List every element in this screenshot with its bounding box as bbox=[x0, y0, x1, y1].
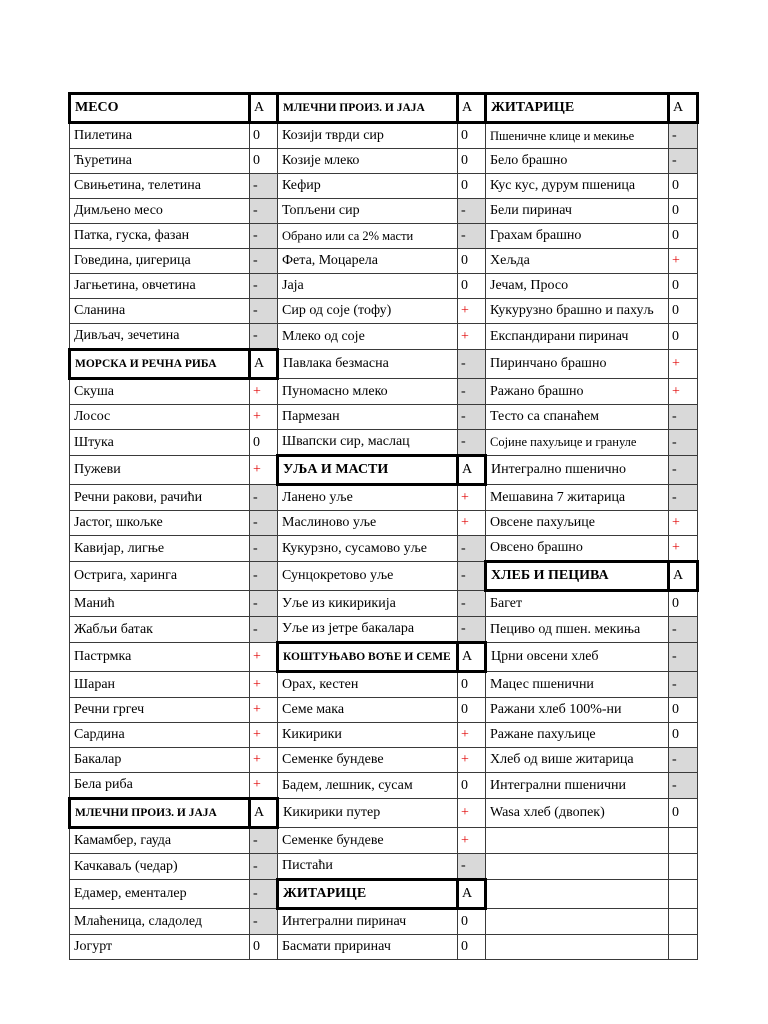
rating-cell: - bbox=[250, 324, 278, 350]
rating-cell: 0 bbox=[458, 123, 486, 149]
food-name-cell: Манић bbox=[70, 591, 250, 617]
food-name-cell: Кавијар, лигње bbox=[70, 536, 250, 562]
rating-cell: - bbox=[669, 149, 698, 174]
food-name-cell: Сир од соје (тофу) bbox=[278, 299, 458, 324]
food-name-cell: Овсено брашно bbox=[486, 536, 669, 562]
food-name-cell: Маслиново уље bbox=[278, 511, 458, 536]
table-row bbox=[70, 430, 698, 456]
food-name-cell: Бадем, лешник, сусам bbox=[278, 773, 458, 799]
table-row bbox=[70, 562, 698, 591]
food-name-cell: Семенке бундеве bbox=[278, 828, 458, 854]
rating-cell: - bbox=[250, 511, 278, 536]
rating-cell: - bbox=[458, 350, 486, 379]
rating-cell: + bbox=[250, 456, 278, 485]
table-row bbox=[70, 748, 698, 773]
food-table bbox=[68, 92, 699, 960]
section-header-value: А bbox=[458, 456, 486, 485]
rating-cell: + bbox=[250, 643, 278, 672]
table-row bbox=[70, 617, 698, 643]
table-row bbox=[70, 350, 698, 379]
food-name-cell: Јогурт bbox=[70, 935, 250, 960]
rating-cell: - bbox=[458, 379, 486, 405]
food-name-cell: Интегрални пиринач bbox=[278, 909, 458, 935]
rating-cell: - bbox=[458, 617, 486, 643]
rating-cell: + bbox=[458, 748, 486, 773]
rating-cell: - bbox=[458, 536, 486, 562]
table-row bbox=[70, 94, 698, 123]
food-name-cell: Пилетина bbox=[70, 123, 250, 149]
table-row bbox=[70, 224, 698, 249]
food-name-cell: Штука bbox=[70, 430, 250, 456]
food-name-cell: Ражане пахуљице bbox=[486, 723, 669, 748]
food-name-cell: Пециво од пшен. мекиња bbox=[486, 617, 669, 643]
rating-cell: + bbox=[669, 511, 698, 536]
food-name-cell: Кефир bbox=[278, 174, 458, 199]
food-name-cell: Сланина bbox=[70, 299, 250, 324]
food-name-cell: Пистаћи bbox=[278, 854, 458, 880]
rating-cell bbox=[669, 880, 698, 909]
food-name-cell: Патка, гуска, фазан bbox=[70, 224, 250, 249]
food-name-cell: Бела риба bbox=[70, 773, 250, 799]
rating-cell: - bbox=[669, 748, 698, 773]
food-name-cell: Тесто са спанаћем bbox=[486, 405, 669, 430]
food-name-cell bbox=[486, 880, 669, 909]
rating-cell: 0 bbox=[458, 698, 486, 723]
food-name-cell: Мешавина 7 житарица bbox=[486, 485, 669, 511]
section-header-value: А bbox=[669, 562, 698, 591]
food-name-cell: Wasa хлеб (двопек) bbox=[486, 799, 669, 828]
food-name-cell: Кикирики путер bbox=[278, 799, 458, 828]
food-name-cell: Жабљи батак bbox=[70, 617, 250, 643]
food-name-cell: Овсене пахуљице bbox=[486, 511, 669, 536]
rating-cell: 0 bbox=[669, 174, 698, 199]
rating-cell: + bbox=[250, 672, 278, 698]
section-header: МЛЕЧНИ ПРОИЗ. И ЈАЈА bbox=[70, 799, 250, 828]
rating-cell: - bbox=[250, 274, 278, 299]
rating-cell: - bbox=[458, 224, 486, 249]
rating-cell: 0 bbox=[458, 249, 486, 274]
table-row bbox=[70, 672, 698, 698]
rating-cell: + bbox=[458, 511, 486, 536]
food-name-cell: Бело брашно bbox=[486, 149, 669, 174]
rating-cell: 0 bbox=[669, 698, 698, 723]
food-name-cell: Швапски сир, маслац bbox=[278, 430, 458, 456]
rating-cell: - bbox=[669, 430, 698, 456]
food-name-cell: Пастрмка bbox=[70, 643, 250, 672]
rating-cell: - bbox=[250, 880, 278, 909]
food-name-cell: Кукурзно, сусамово уље bbox=[278, 536, 458, 562]
food-table-body bbox=[70, 94, 698, 960]
rating-cell: 0 bbox=[458, 274, 486, 299]
section-header: УЉА И МАСТИ bbox=[278, 456, 458, 485]
table-row bbox=[70, 199, 698, 224]
rating-cell: 0 bbox=[669, 274, 698, 299]
section-header: МОРСКА И РЕЧНА РИБА bbox=[70, 350, 250, 379]
food-name-cell: Павлака безмасна bbox=[278, 350, 458, 379]
food-name-cell: Топљени сир bbox=[278, 199, 458, 224]
rating-cell: 0 bbox=[669, 723, 698, 748]
rating-cell: 0 bbox=[458, 935, 486, 960]
rating-cell: + bbox=[458, 828, 486, 854]
table-row bbox=[70, 379, 698, 405]
table-row bbox=[70, 880, 698, 909]
food-name-cell: Дивљач, зечетина bbox=[70, 324, 250, 350]
food-name-cell: Качкаваљ (чедар) bbox=[70, 854, 250, 880]
section-header-value: А bbox=[250, 350, 278, 379]
food-name-cell: Пуномасно млеко bbox=[278, 379, 458, 405]
rating-cell: - bbox=[250, 854, 278, 880]
rating-cell: - bbox=[250, 536, 278, 562]
food-name-cell bbox=[486, 828, 669, 854]
food-name-cell: Пужеви bbox=[70, 456, 250, 485]
table-row bbox=[70, 456, 698, 485]
food-name-cell: Уље из јетре бакалара bbox=[278, 617, 458, 643]
section-header: МЕСО bbox=[70, 94, 250, 123]
rating-cell: 0 bbox=[250, 123, 278, 149]
food-name-cell: Грахам брашно bbox=[486, 224, 669, 249]
rating-cell: - bbox=[669, 456, 698, 485]
food-name-cell: Кус кус, дурум пшеница bbox=[486, 174, 669, 199]
rating-cell: 0 bbox=[250, 430, 278, 456]
food-name-cell: Јаја bbox=[278, 274, 458, 299]
rating-cell bbox=[669, 935, 698, 960]
rating-cell: + bbox=[250, 773, 278, 799]
rating-cell: + bbox=[458, 299, 486, 324]
food-name-cell: Пшеничне клице и мекиње bbox=[486, 123, 669, 149]
rating-cell: + bbox=[250, 405, 278, 430]
food-name-cell: Свињетина, телетина bbox=[70, 174, 250, 199]
table-row bbox=[70, 723, 698, 748]
food-name-cell: Јагњетина, овчетина bbox=[70, 274, 250, 299]
rating-cell: + bbox=[250, 748, 278, 773]
rating-cell: 0 bbox=[458, 773, 486, 799]
food-name-cell bbox=[486, 854, 669, 880]
food-name-cell: Обрано или са 2% масти bbox=[278, 224, 458, 249]
rating-cell: + bbox=[458, 485, 486, 511]
rating-cell: 0 bbox=[250, 935, 278, 960]
rating-cell: + bbox=[250, 698, 278, 723]
table-row bbox=[70, 828, 698, 854]
rating-cell: - bbox=[250, 249, 278, 274]
rating-cell: + bbox=[458, 723, 486, 748]
table-row bbox=[70, 249, 698, 274]
section-header-value: А bbox=[458, 94, 486, 123]
rating-cell: + bbox=[669, 379, 698, 405]
rating-cell bbox=[669, 854, 698, 880]
rating-cell: 0 bbox=[669, 591, 698, 617]
table-row bbox=[70, 799, 698, 828]
rating-cell: - bbox=[250, 199, 278, 224]
food-name-cell: Ражано брашно bbox=[486, 379, 669, 405]
section-header: ХЛЕБ И ПЕЦИВА bbox=[486, 562, 669, 591]
food-name-cell: Сојине пахуљице и грануле bbox=[486, 430, 669, 456]
section-header-value: А bbox=[458, 880, 486, 909]
food-name-cell: Козије млеко bbox=[278, 149, 458, 174]
rating-cell: 0 bbox=[669, 799, 698, 828]
rating-cell: - bbox=[669, 643, 698, 672]
food-name-cell: Црни овсени хлеб bbox=[486, 643, 669, 672]
food-name-cell: Лосос bbox=[70, 405, 250, 430]
food-name-cell: Пармезан bbox=[278, 405, 458, 430]
rating-cell: + bbox=[250, 723, 278, 748]
rating-cell: - bbox=[669, 405, 698, 430]
food-name-cell: Мацес пшенични bbox=[486, 672, 669, 698]
table-row bbox=[70, 123, 698, 149]
food-name-cell: Семе мака bbox=[278, 698, 458, 723]
table-row bbox=[70, 909, 698, 935]
food-name-cell: Кикирики bbox=[278, 723, 458, 748]
food-name-cell: Орах, кестен bbox=[278, 672, 458, 698]
food-name-cell bbox=[486, 909, 669, 935]
food-name-cell: Козији тврди сир bbox=[278, 123, 458, 149]
food-name-cell: Ражани хлеб 100%-ни bbox=[486, 698, 669, 723]
food-name-cell: Бакалар bbox=[70, 748, 250, 773]
food-name-cell: Хељда bbox=[486, 249, 669, 274]
section-header-value: А bbox=[250, 799, 278, 828]
table-row bbox=[70, 773, 698, 799]
section-header: КОШТУЊАВО ВОЋЕ И СЕМЕ bbox=[278, 643, 458, 672]
rating-cell: 0 bbox=[669, 199, 698, 224]
food-name-cell: Јечам, Просо bbox=[486, 274, 669, 299]
food-name-cell: Речни ракови, рачићи bbox=[70, 485, 250, 511]
rating-cell: - bbox=[250, 617, 278, 643]
food-name-cell: Басмати приринач bbox=[278, 935, 458, 960]
section-header: МЛЕЧНИ ПРОИЗ. И ЈАЈА bbox=[278, 94, 458, 123]
food-name-cell: Млаћеница, сладолед bbox=[70, 909, 250, 935]
table-row bbox=[70, 511, 698, 536]
section-header: ЖИТАРИЦЕ bbox=[278, 880, 458, 909]
rating-cell: - bbox=[250, 828, 278, 854]
rating-cell: - bbox=[669, 485, 698, 511]
rating-cell: - bbox=[458, 199, 486, 224]
rating-cell: - bbox=[458, 854, 486, 880]
rating-cell bbox=[669, 828, 698, 854]
food-name-cell bbox=[486, 935, 669, 960]
food-name-cell: Остригa, харинга bbox=[70, 562, 250, 591]
rating-cell: - bbox=[669, 123, 698, 149]
table-row bbox=[70, 274, 698, 299]
food-name-cell: Сардина bbox=[70, 723, 250, 748]
table-row bbox=[70, 299, 698, 324]
food-name-cell: Димљено месо bbox=[70, 199, 250, 224]
table-row bbox=[70, 643, 698, 672]
rating-cell: - bbox=[669, 617, 698, 643]
food-name-cell: Бели пиринач bbox=[486, 199, 669, 224]
rating-cell: 0 bbox=[458, 909, 486, 935]
section-header-value: А bbox=[458, 643, 486, 672]
food-name-cell: Багет bbox=[486, 591, 669, 617]
food-name-cell: Хлеб од више житарица bbox=[486, 748, 669, 773]
rating-cell: 0 bbox=[458, 149, 486, 174]
food-name-cell: Ланено уље bbox=[278, 485, 458, 511]
rating-cell: 0 bbox=[458, 174, 486, 199]
rating-cell: - bbox=[458, 591, 486, 617]
table-row bbox=[70, 536, 698, 562]
food-name-cell: Семенке бундеве bbox=[278, 748, 458, 773]
food-name-cell: Шаран bbox=[70, 672, 250, 698]
food-name-cell: Пиринчано брашно bbox=[486, 350, 669, 379]
table-row bbox=[70, 591, 698, 617]
rating-cell: - bbox=[250, 562, 278, 591]
rating-cell: - bbox=[458, 405, 486, 430]
rating-cell: + bbox=[458, 324, 486, 350]
food-name-cell: Камамбер, гауда bbox=[70, 828, 250, 854]
food-name-cell: Речни гргеч bbox=[70, 698, 250, 723]
section-header-value: А bbox=[669, 94, 698, 123]
rating-cell: - bbox=[250, 224, 278, 249]
rating-cell: + bbox=[250, 379, 278, 405]
rating-cell: + bbox=[458, 799, 486, 828]
food-name-cell: Кукурузно брашно и пахуљ bbox=[486, 299, 669, 324]
food-name-cell: Едамер, ементалер bbox=[70, 880, 250, 909]
rating-cell: 0 bbox=[669, 299, 698, 324]
food-name-cell: Уље из кикирикија bbox=[278, 591, 458, 617]
rating-cell: 0 bbox=[669, 224, 698, 249]
food-name-cell: Сунцокретово уље bbox=[278, 562, 458, 591]
rating-cell: - bbox=[669, 773, 698, 799]
rating-cell: + bbox=[669, 536, 698, 562]
rating-cell: - bbox=[250, 299, 278, 324]
rating-cell: - bbox=[458, 562, 486, 591]
rating-cell: - bbox=[250, 909, 278, 935]
food-name-cell: Ћуретина bbox=[70, 149, 250, 174]
table-row bbox=[70, 854, 698, 880]
rating-cell: - bbox=[669, 672, 698, 698]
table-row bbox=[70, 485, 698, 511]
food-name-cell: Интегрално пшенично bbox=[486, 456, 669, 485]
section-header-value: А bbox=[250, 94, 278, 123]
rating-cell: - bbox=[250, 591, 278, 617]
food-name-cell: Јастог, шкољке bbox=[70, 511, 250, 536]
food-name-cell: Експандирани пиринач bbox=[486, 324, 669, 350]
food-name-cell: Скуша bbox=[70, 379, 250, 405]
rating-cell: 0 bbox=[250, 149, 278, 174]
table-row bbox=[70, 324, 698, 350]
rating-cell: + bbox=[669, 249, 698, 274]
rating-cell: + bbox=[669, 350, 698, 379]
table-row bbox=[70, 698, 698, 723]
food-name-cell: Говедина, џигерица bbox=[70, 249, 250, 274]
section-header: ЖИТАРИЦЕ bbox=[486, 94, 669, 123]
table-row bbox=[70, 935, 698, 960]
rating-cell: - bbox=[250, 485, 278, 511]
food-name-cell: Млеко од соје bbox=[278, 324, 458, 350]
food-name-cell: Фета, Моцарела bbox=[278, 249, 458, 274]
rating-cell: - bbox=[250, 174, 278, 199]
table-row bbox=[70, 405, 698, 430]
food-name-cell: Интегрални пшенични bbox=[486, 773, 669, 799]
rating-cell: 0 bbox=[669, 324, 698, 350]
rating-cell bbox=[669, 909, 698, 935]
rating-cell: - bbox=[458, 430, 486, 456]
rating-cell: 0 bbox=[458, 672, 486, 698]
table-row bbox=[70, 174, 698, 199]
table-row bbox=[70, 149, 698, 174]
